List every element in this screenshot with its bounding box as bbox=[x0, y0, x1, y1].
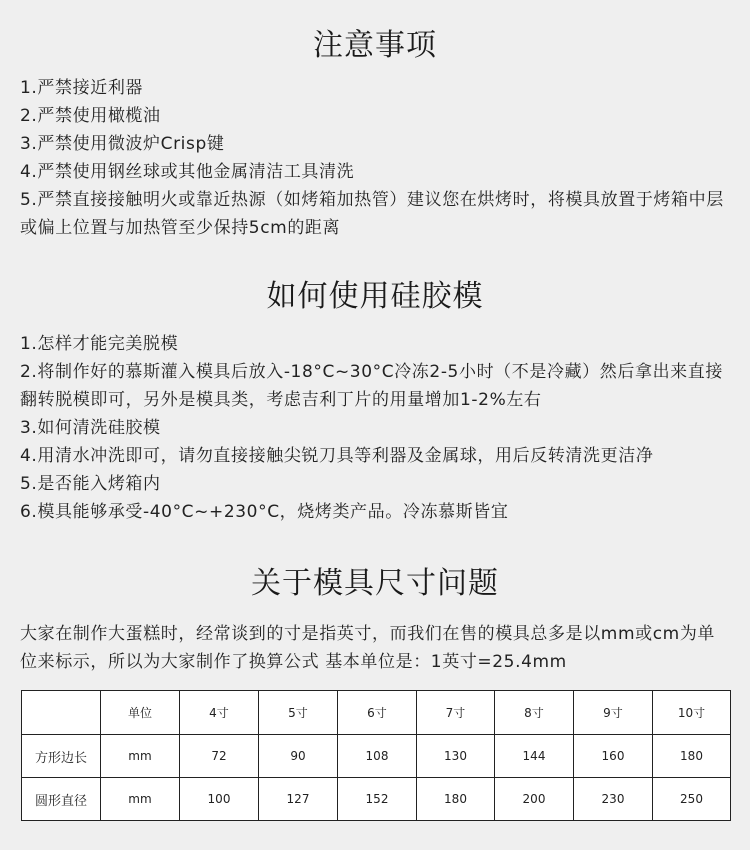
usage-list bbox=[20, 330, 732, 526]
notice-item-1: 1.严禁接近利器 bbox=[20, 78, 144, 98]
notice-item-3: 3.严禁使用微波炉Crisp键 bbox=[20, 134, 225, 154]
table-header-row bbox=[22, 691, 731, 735]
table-cell: 130 bbox=[417, 735, 495, 778]
usage-title: 如何使用硅胶模 bbox=[266, 279, 484, 314]
table-cell: 方形边长 bbox=[22, 735, 101, 778]
table-cell: mm bbox=[101, 778, 180, 821]
usage-item-5: 5.是否能入烤箱内 bbox=[20, 474, 161, 494]
size-table bbox=[21, 690, 731, 821]
table-cell: 7寸 bbox=[417, 691, 495, 735]
table-cell bbox=[22, 691, 101, 735]
notice-item-5: 5.严禁直接接触明火或靠近热源（如烤箱加热管）建议您在烘烤时，将模具放置于烤箱中层或偏上位置与加热管至少保持5cm的距离 bbox=[20, 190, 724, 238]
table-cell: 127 bbox=[259, 778, 338, 821]
table-cell: 8寸 bbox=[495, 691, 574, 735]
table-cell: 160 bbox=[574, 735, 653, 778]
table-cell: 180 bbox=[417, 778, 495, 821]
table-cell: 6寸 bbox=[338, 691, 417, 735]
table-cell: 108 bbox=[338, 735, 417, 778]
usage-item-4: 4.用清水冲洗即可，请勿直接接触尖锐刀具等利器及金属球，用后反转清洗更洁净 bbox=[20, 446, 654, 466]
usage-item-2: 2.将制作好的慕斯灌入模具后放入-18°C~30°C冷冻2-5小时（不是冷藏）然后拿出来直接翻转脱模即可，另外是模具类，考虑吉利丁片的用量增加1-2%左右 bbox=[20, 362, 723, 410]
table-cell: 4寸 bbox=[180, 691, 259, 735]
usage-item-3: 3.如何清洗硅胶模 bbox=[20, 418, 161, 438]
table-cell: 5寸 bbox=[259, 691, 338, 735]
table-cell: 10寸 bbox=[653, 691, 731, 735]
table-cell: 90 bbox=[259, 735, 338, 778]
table-cell: 152 bbox=[338, 778, 417, 821]
notice-list bbox=[20, 74, 732, 242]
table-cell: 9寸 bbox=[574, 691, 653, 735]
table-cell: 144 bbox=[495, 735, 574, 778]
table-cell: 圆形直径 bbox=[22, 778, 101, 821]
table-row bbox=[22, 735, 731, 778]
size-title: 关于模具尺寸问题 bbox=[251, 566, 499, 601]
usage-item-1: 1.怎样才能完美脱模 bbox=[20, 334, 179, 354]
notice-item-2: 2.严禁使用橄榄油 bbox=[20, 106, 161, 126]
table-cell: 230 bbox=[574, 778, 653, 821]
table-cell: 200 bbox=[495, 778, 574, 821]
table-cell: 72 bbox=[180, 735, 259, 778]
table-cell: 250 bbox=[653, 778, 731, 821]
notice-title: 注意事项 bbox=[313, 28, 437, 63]
size-description: 大家在制作大蛋糕时，经常谈到的寸是指英寸，而我们在售的模具总多是以mm或cm为单位来标示，所以为大家制作了换算公式 基本单位是：1英寸=25.4mm bbox=[20, 624, 716, 672]
table-cell: 100 bbox=[180, 778, 259, 821]
table-cell: 180 bbox=[653, 735, 731, 778]
table-cell: 单位 bbox=[101, 691, 180, 735]
table-cell: mm bbox=[101, 735, 180, 778]
notice-item-4: 4.严禁使用钢丝球或其他金属清洁工具清洗 bbox=[20, 162, 355, 182]
usage-item-6: 6.模具能够承受-40°C~+230°C，烧烤类产品。冷冻慕斯皆宜 bbox=[20, 502, 509, 522]
table-row bbox=[22, 778, 731, 821]
